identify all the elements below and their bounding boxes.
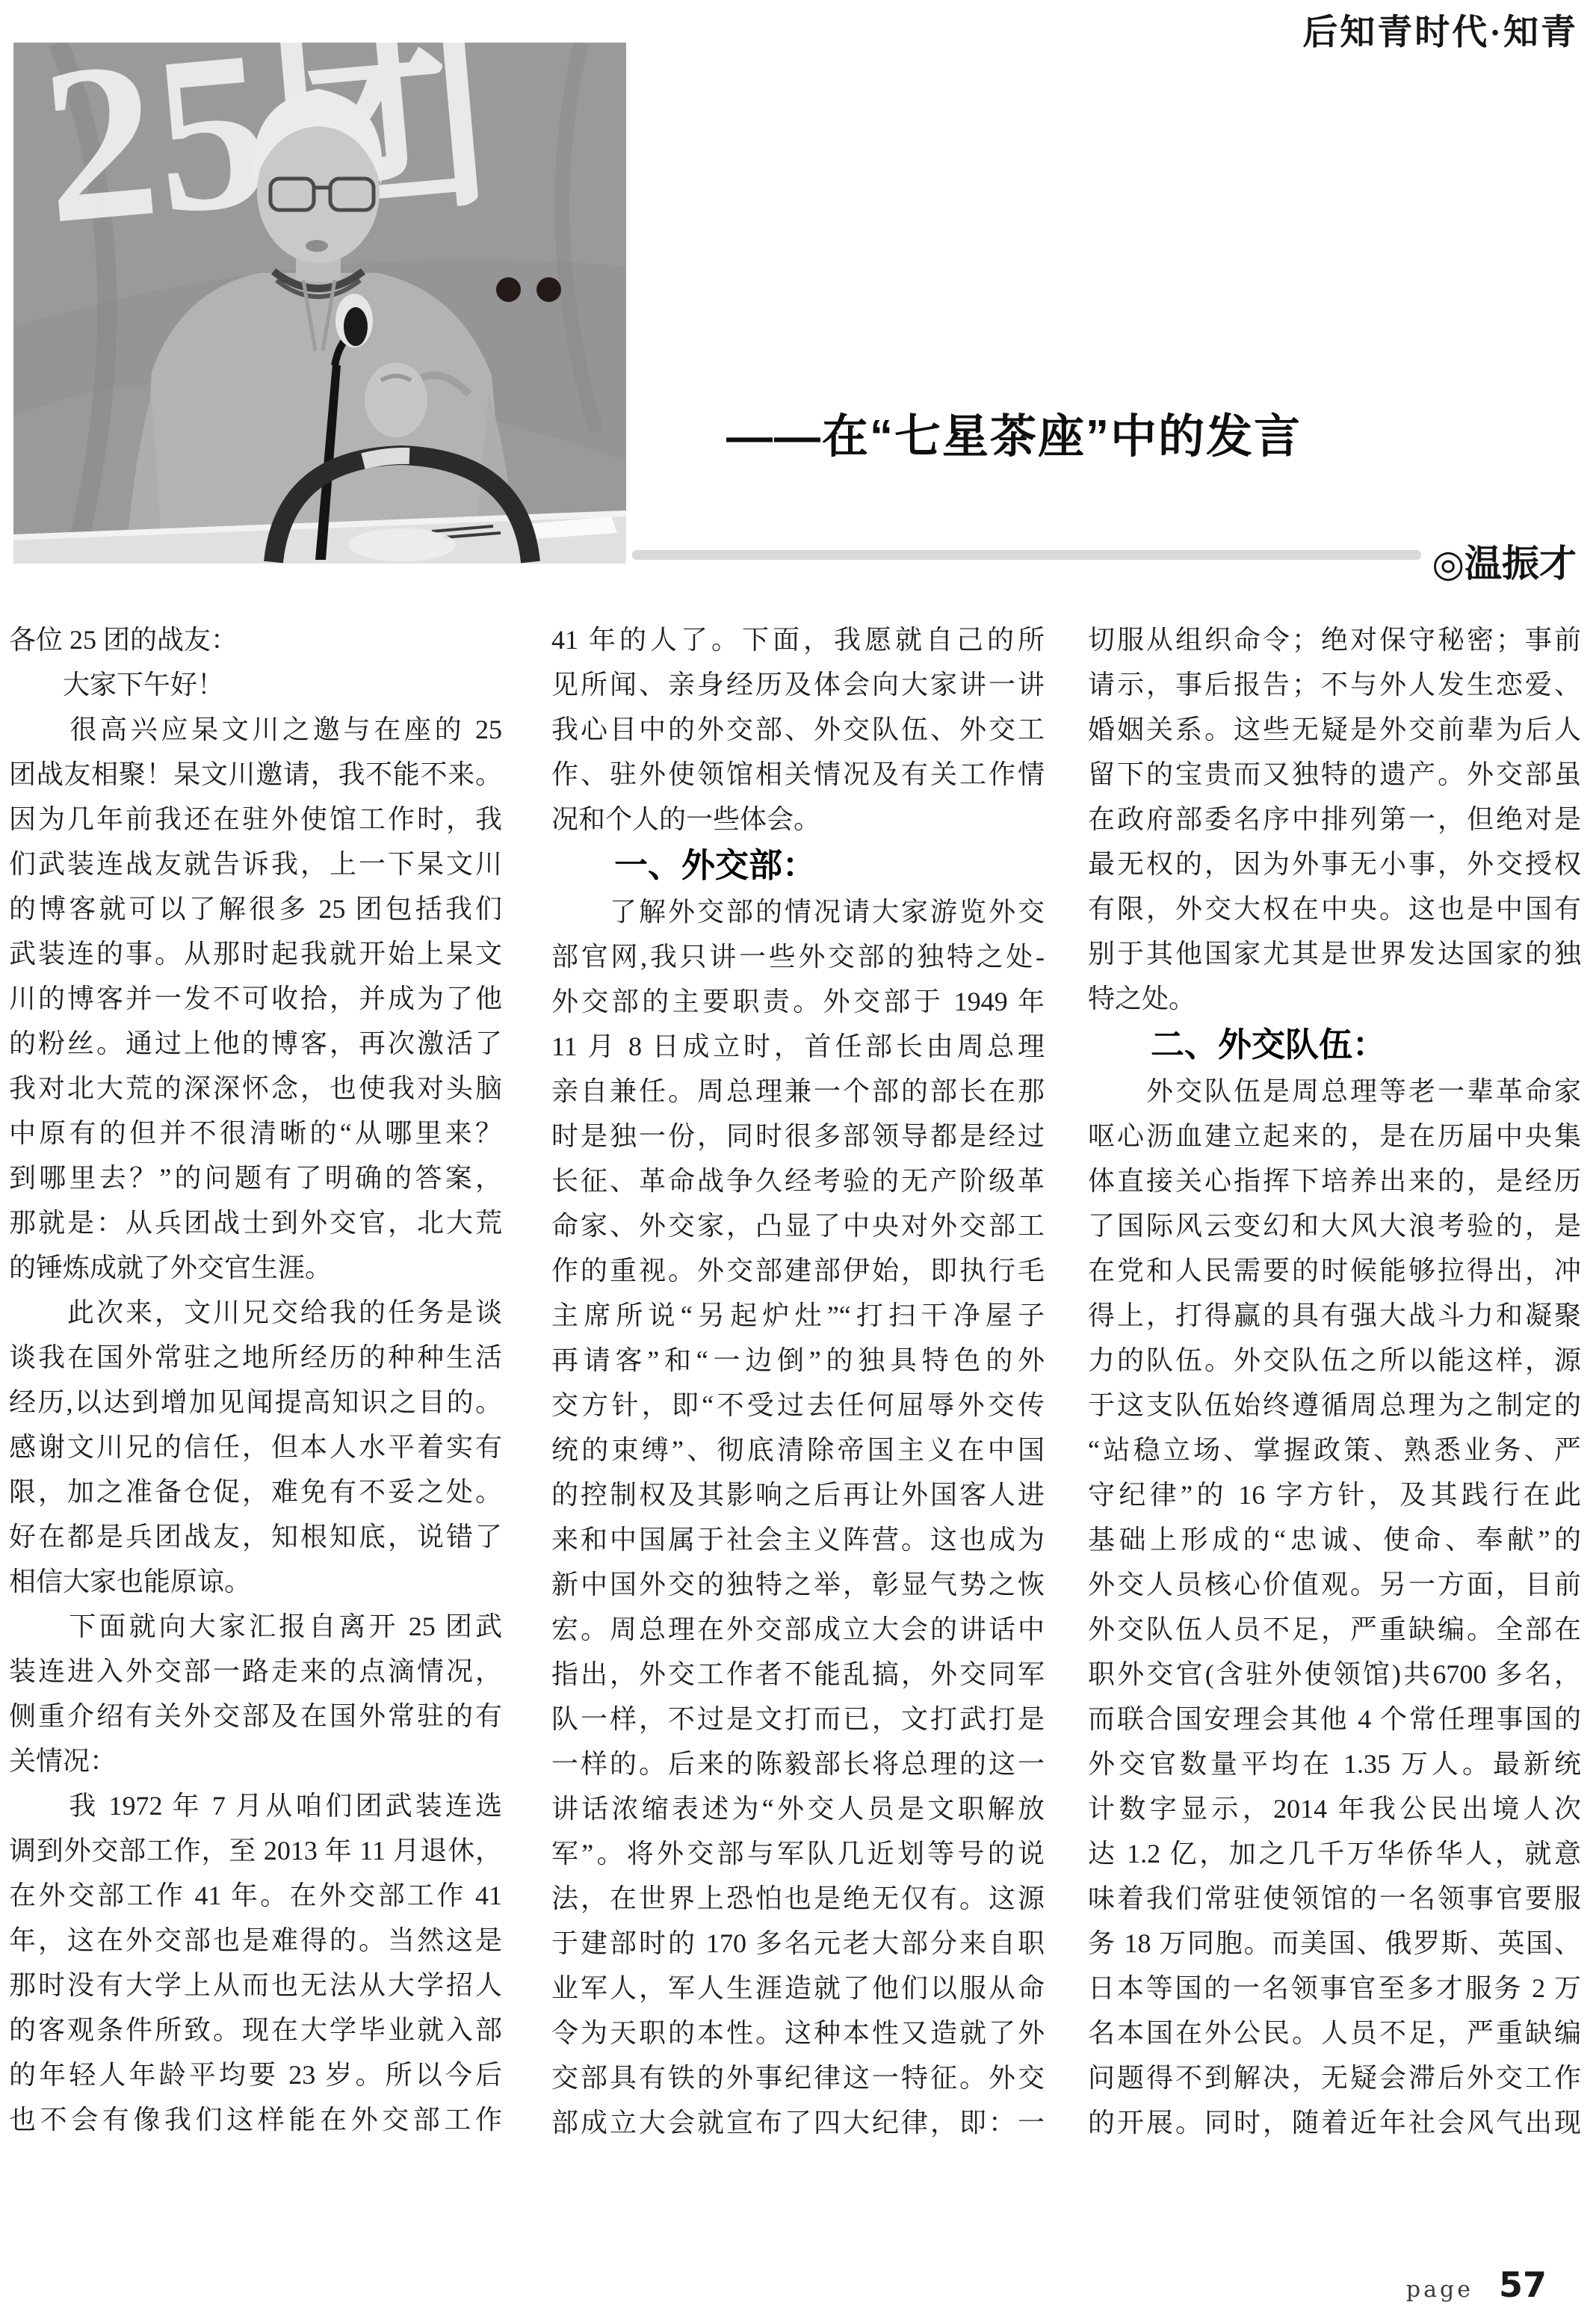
text-line: 达 1.2 亿，加之几千万华侨华人，就意: [1088, 1839, 1581, 1869]
page-footer-label: page: [1405, 2277, 1473, 2303]
text-line: 请示，事后报告；不与外人发生恋爱、: [1088, 670, 1581, 700]
text-line: 来和中国属于社会主义阵营。这也成为: [551, 1525, 1045, 1555]
text-line: 而联合国安理会其他 4 个常任理事国的: [1088, 1704, 1581, 1734]
text-line: 队一样，不过是文打而已，文打武打是: [551, 1704, 1045, 1734]
text-line: 讲话浓缩表述为“外交人员是文职解放: [551, 1794, 1045, 1824]
dot-icon: [536, 277, 561, 302]
text-line: 此次来，文川兄交给我的任务是谈: [9, 1298, 502, 1327]
text-line: 的年轻人年龄平均要 23 岁。所以今后: [9, 2060, 502, 2090]
text-line: 也不会有像我们这样能在外交部工作: [9, 2105, 502, 2135]
text-line: 况和个人的一些体会。: [551, 804, 821, 834]
text-line: 体直接关心指挥下培养出来的，是经历: [1088, 1166, 1581, 1196]
text-line: 的控制权及其影响之后再让外国客人进: [551, 1480, 1045, 1510]
text-line: 力的队伍。外交队伍之所以能这样，源: [1088, 1345, 1581, 1375]
text-line: 们武装连战友就告诉我，上一下杲文川: [9, 849, 502, 879]
text-line: 外交部的主要职责。外交部于 1949 年: [551, 987, 1045, 1016]
text-line: 有限，外交大权在中央。这也是中国有: [1088, 894, 1581, 924]
text-line: 切服从组织命令；绝对保守秘密；事前: [1088, 625, 1581, 655]
text-line: 宏。周总理在外交部成立大会的讲话中: [551, 1614, 1045, 1644]
text-line: 在外交部工作 41 年。在外交部工作 41: [9, 1880, 502, 1910]
text-line: 在党和人民需要的时候能够拉得出，冲: [1088, 1256, 1581, 1286]
text-line: 各位 25 团的战友：: [9, 625, 238, 655]
text-line: 长征、革命战争久经考验的无产阶级革: [551, 1166, 1045, 1196]
text-line: 好在都是兵团战友，知根知底，说错了: [9, 1522, 502, 1552]
text-line: 的博客就可以了解很多 25 团包括我们: [9, 894, 502, 924]
text-line: 大家下午好！: [9, 670, 225, 700]
text-line: 调到外交部工作，至 2013 年 11 月退休，: [9, 1836, 502, 1866]
text-line: 法，在世界上恐怕也是绝无仅有。这源: [551, 1883, 1045, 1913]
article-title: ——在“七星茶座”中的发言: [726, 411, 1302, 463]
text-line: 武装连的事。从那时起我就开始上杲文: [9, 939, 502, 969]
text-line: 限，加之准备仓促，难免有不妥之处。: [9, 1477, 502, 1507]
text-line: 日本等国的一名领事官至多才服务 2 万: [1088, 1973, 1581, 2003]
text-line: 的粉丝。通过上他的博客，再次激活了: [9, 1028, 502, 1058]
text-line: 11 月 8 日成立时，首任部长由周总理: [551, 1031, 1045, 1061]
text-line: 职外交官(含驻外使领馆)共6700 多名，: [1088, 1659, 1581, 1689]
text-line: 感谢文川兄的信任，但本人水平着实有: [9, 1432, 502, 1462]
text-line: 特之处。: [1088, 984, 1196, 1013]
text-line: 外交队伍人员不足，严重缺编。全部在: [1088, 1614, 1581, 1644]
text-line: 部成立大会就宣布了四大纪律，即：一: [551, 2108, 1045, 2138]
page-number: 57: [1498, 2265, 1547, 2305]
text-line: 于建部时的 170 多名元老大部分来自职: [551, 1928, 1045, 1958]
text-line: 川的博客并一发不可收拾，并成为了他: [9, 984, 502, 1013]
text-line: 最无权的，因为外事无小事，外交授权: [1088, 849, 1581, 879]
text-line: 的客观条件所致。现在大学毕业就入部: [9, 2015, 502, 2045]
text-line: 时是独一份，同时很多部领导都是经过: [551, 1121, 1045, 1151]
text-line: 计数字显示，2014 年我公民出境人次: [1088, 1794, 1581, 1824]
text-line: 作的重视。外交部建部伊始，即执行毛: [551, 1256, 1045, 1286]
text-line: 了解外交部的情况请大家游览外交: [551, 897, 1045, 927]
speaker-photo-illustration: [13, 43, 626, 564]
page-footer: [1406, 2265, 1547, 2305]
author-byline: ◎温振才: [1432, 543, 1577, 584]
text-line: 别于其他国家尤其是世界发达国家的独: [1088, 939, 1581, 969]
text-line: 装连进入外交部一路走来的点滴情况，: [9, 1656, 502, 1686]
text-line: 指出，外交工作者不能乱搞，外交同军: [551, 1659, 1045, 1689]
text-line: 团战友相聚！杲文川邀请，我不能不来。: [9, 759, 502, 789]
text-line: 外交队伍是周总理等老一辈革命家: [1088, 1076, 1581, 1106]
text-line: 呕心沥血建立起来的，是在历届中央集: [1088, 1121, 1581, 1151]
text-line: 我心目中的外交部、外交队伍、外交工: [551, 715, 1045, 744]
text-line: 基础上形成的“忠诚、使命、奉献”的: [1088, 1525, 1581, 1555]
text-line: 交部具有铁的外事纪律这一特征。外交: [551, 2063, 1045, 2093]
text-line: 军”。将外交部与军队几近划等号的说: [551, 1839, 1045, 1869]
text-line: 我对北大荒的深深怀念，也使我对头脑: [9, 1073, 502, 1103]
text-line: 统的束缚”、彻底清除帝国主义在中国: [551, 1435, 1045, 1465]
text-line: 再请客”和“一边倒”的独具特色的外: [551, 1345, 1045, 1375]
text-line: 味着我们常驻使领馆的一名领事官要服: [1088, 1883, 1581, 1913]
text-line: 主席所说“另起炉灶”“打扫干净屋子: [551, 1301, 1045, 1330]
text-line: 下面就向大家汇报自离开 25 团武: [9, 1611, 502, 1641]
text-line: 问题得不到解决，无疑会滞后外交工作: [1088, 2063, 1581, 2093]
text-line: 部官网,我只讲一些外交部的独特之处-: [551, 942, 1045, 972]
text-line: 一样的。后来的陈毅部长将总理的这一: [551, 1749, 1045, 1779]
text-line: “站稳立场、掌握政策、熟悉业务、严: [1088, 1435, 1581, 1465]
text-line: 守纪律”的 16 字方针，及其践行在此: [1088, 1480, 1581, 1510]
text-line: 交方针，即“不受过去任何屈辱外交传: [551, 1390, 1045, 1420]
text-line: 在政府部委名序中排列第一，但绝对是: [1088, 804, 1581, 834]
text-line: 业军人，军人生涯造就了他们以服从命: [551, 1973, 1045, 2003]
text-line: 名本国在外公民。人员不足，严重缺编: [1088, 2018, 1581, 2048]
text-line: 令为天职的本性。这种本性又造就了外: [551, 2018, 1045, 2048]
text-line: 外交人员核心价值观。另一方面，目前: [1088, 1570, 1581, 1599]
body-column-1: [9, 617, 502, 2142]
text-line: 外交官数量平均在 1.35 万人。最新统: [1088, 1749, 1581, 1779]
text-line: 婚姻关系。这些无疑是外交前辈为后人: [1088, 715, 1581, 744]
text-line: 了国际风云变幻和大风大浪考验的，是: [1088, 1211, 1581, 1241]
text-line: 很高兴应杲文川之邀与在座的 25: [9, 715, 502, 744]
title-dots: [496, 277, 561, 302]
text-line: 作、驻外使领馆相关情况及有关工作情: [551, 759, 1045, 789]
text-line: 谈我在国外常驻之地所经历的种种生活: [9, 1342, 502, 1372]
text-line: 见所闻、亲身经历及体会向大家讲一讲: [551, 670, 1045, 700]
text-line: 的锤炼成就了外交官生涯。: [9, 1253, 332, 1283]
text-line: 于这支队伍始终遵循周总理为之制定的: [1088, 1390, 1581, 1420]
article-photo: [13, 43, 626, 564]
text-line: 得上，打得赢的具有强大战斗力和凝聚: [1088, 1301, 1581, 1330]
text-line: 因为几年前我还在驻外使馆工作时，我: [9, 804, 502, 834]
text-line: 相信大家也能原谅。: [9, 1567, 252, 1596]
text-line: 留下的宝贵而又独特的遗产。外交部虽: [1088, 759, 1581, 789]
text-line: 关情况：: [9, 1746, 117, 1776]
text-line: 中原有的但并不很清晰的“从哪里来？: [9, 1118, 502, 1148]
text-line: 经历,以达到增加见闻提高知识之目的。: [9, 1387, 502, 1417]
text-line: 侧重介绍有关外交部及在国外常驻的有: [9, 1701, 502, 1731]
text-line: 年，这在外交部也是难得的。当然这是: [9, 1925, 502, 1955]
section-heading: 一、外交部：: [614, 846, 817, 884]
text-line: 的开展。同时，随着近年社会风气出现: [1088, 2108, 1581, 2138]
text-line: 那就是：从兵团战士到外交官，北大荒: [9, 1208, 502, 1238]
text-line: 新中国外交的独特之举，彰显气势之恢: [551, 1570, 1045, 1599]
section-heading: 二、外交队伍：: [1151, 1025, 1387, 1064]
text-line: 务 18 万同胞。而美国、俄罗斯、英国、: [1088, 1928, 1581, 1958]
dot-icon: [496, 277, 521, 302]
text-line: 命家、外交家，凸显了中央对外交部工: [551, 1211, 1045, 1241]
body-column-2: [551, 617, 1045, 2145]
body-column-3: [1088, 617, 1581, 2145]
text-line: 那时没有大学上从而也无法从大学招人: [9, 1970, 502, 2000]
text-line: 41 年的人了。下面，我愿就自己的所: [551, 625, 1045, 655]
text-line: 亲自兼任。周总理兼一个部的部长在那: [551, 1076, 1045, 1106]
magazine-section-title: 后知青时代·知青: [1302, 13, 1578, 52]
title-separator-line: [632, 550, 1421, 560]
text-line: 我 1972 年 7 月从咱们团武装连选: [9, 1791, 502, 1821]
text-line: 到哪里去？”的问题有了明确的答案，: [9, 1163, 502, 1193]
